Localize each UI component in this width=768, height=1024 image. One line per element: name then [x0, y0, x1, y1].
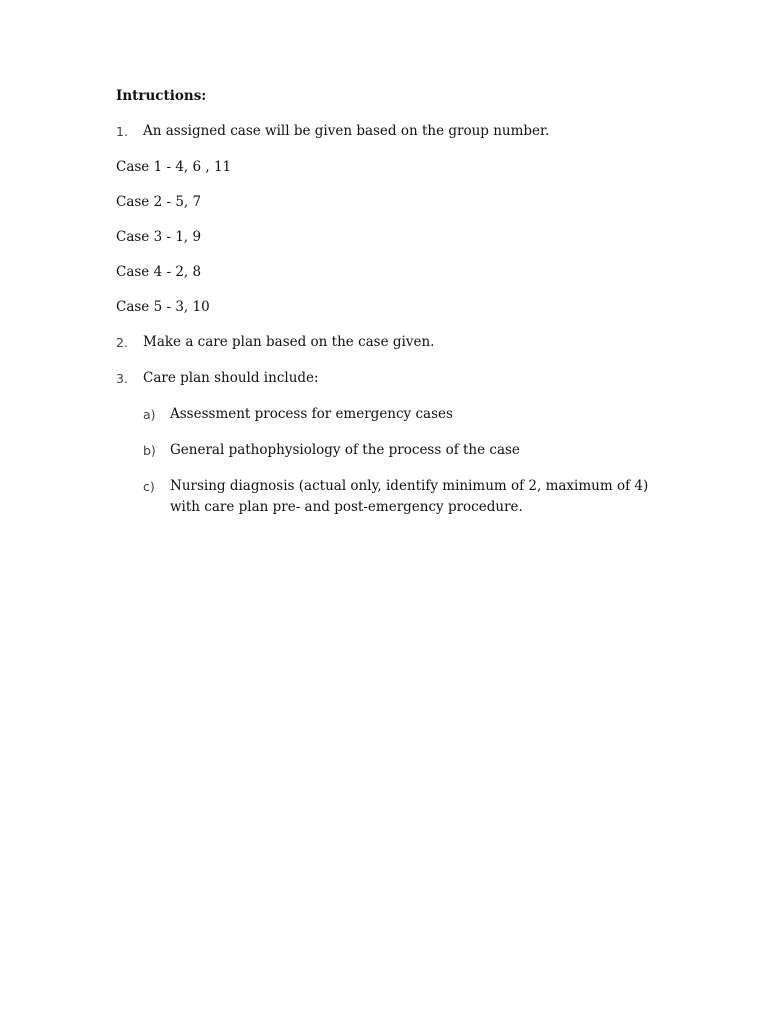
case-line-5: Case 5 - 3, 10	[116, 299, 210, 315]
step-number: 3.	[116, 371, 128, 386]
step-text: Care plan should include:	[143, 370, 319, 386]
subitem-a	[143, 404, 676, 425]
case-line-3: Case 3 - 1, 9	[116, 229, 202, 245]
subitem-text: Nursing diagnosis (actual only, identify minimum of 2, maximum of 4) with care plan pre- and post-emergency procedure.	[170, 478, 649, 515]
subitem-text: Assessment process for emergency cases	[170, 406, 453, 422]
step-number: 1.	[116, 124, 128, 139]
subitem-b	[143, 440, 676, 461]
subitem-letter: c)	[143, 479, 155, 494]
case-line-4: Case 4 - 2, 8	[116, 264, 202, 280]
subitem-letter: a)	[143, 407, 156, 422]
case-line-1: Case 1 - 4, 6 , 11	[116, 159, 232, 175]
step-text: Make a care plan based on the case given.	[143, 334, 435, 350]
subitem-letter: b)	[143, 443, 156, 458]
subitem-text: General pathophysiology of the process of the case	[170, 442, 520, 458]
case-line-2: Case 2 - 5, 7	[116, 194, 202, 210]
step-1	[116, 121, 676, 142]
step-number: 2.	[116, 335, 128, 350]
step-text: An assigned case will be given based on the group number.	[143, 123, 550, 139]
document-body	[116, 86, 676, 533]
step-2	[116, 332, 676, 353]
step-3	[116, 368, 676, 389]
subitem-c	[143, 476, 676, 518]
instructions-heading: Intructions:	[116, 88, 207, 104]
